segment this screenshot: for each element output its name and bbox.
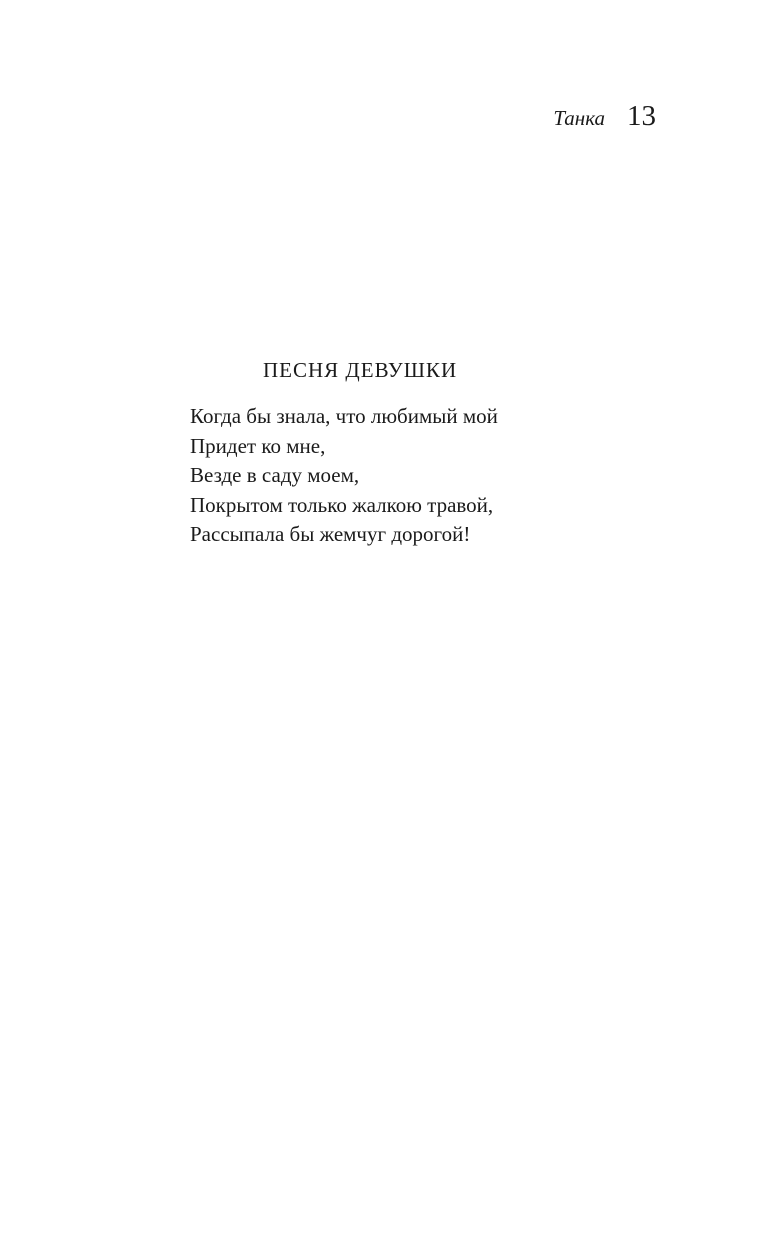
page-number: 13 — [627, 100, 656, 132]
poem-line: Рассыпала бы жемчуг дорогой! — [190, 522, 471, 546]
poem-line: Когда бы знала, что любимый мой — [190, 404, 498, 428]
poem-line: Покрытом только жалкою травой, — [190, 492, 494, 517]
poem-line: Придет ко мне, — [190, 433, 326, 458]
running-head — [553, 100, 656, 133]
section-name: Танка — [553, 106, 605, 130]
poem-line: Везде в саду моем, — [190, 463, 360, 487]
poem-title: ПЕСНЯ ДЕВУШКИ — [263, 358, 458, 382]
poem-lines — [190, 402, 610, 550]
poem — [190, 356, 610, 550]
